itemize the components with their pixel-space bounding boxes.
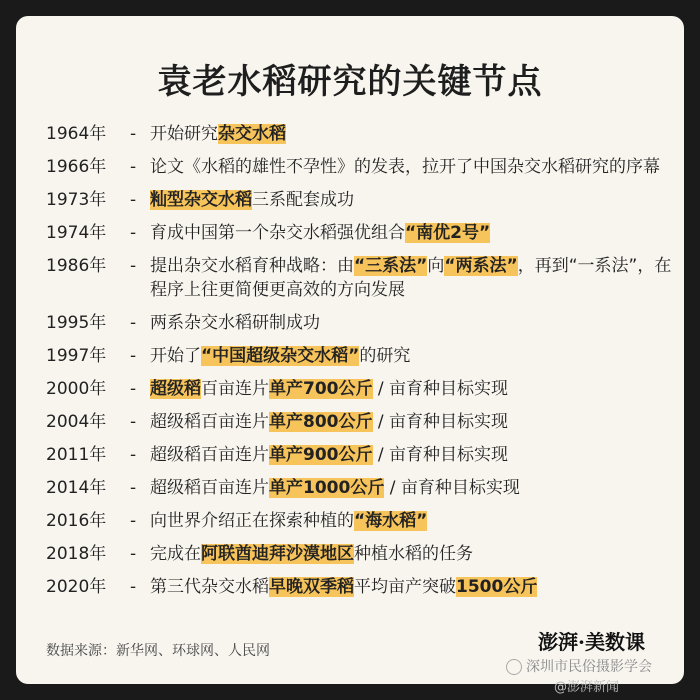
highlight-text: “两系法” — [444, 256, 518, 276]
timeline-dash: - — [130, 544, 137, 564]
highlight-text: 单产900公斤 — [269, 445, 373, 465]
watermark-text: 深圳市民俗摄影学会 — [526, 659, 652, 675]
timeline-text — [150, 188, 676, 212]
body-text: 百亩连片 — [201, 379, 269, 399]
highlight-text: 杂交水稻 — [218, 124, 286, 144]
timeline-dash: - — [130, 379, 137, 399]
highlight-text: “南优2号” — [405, 223, 491, 243]
timeline-dash: - — [130, 157, 137, 177]
highlight-text: 单产1000公斤 — [269, 478, 385, 498]
timeline-dash: - — [130, 346, 137, 366]
body-text: 论文《水稻的雄性不孕性》的发表，拉开了中国杂交水稻研究的序幕 — [150, 157, 660, 177]
body-text: 向世界介绍正在探索种植的 — [150, 511, 354, 531]
body-text: 开始研究 — [150, 124, 218, 144]
timeline-row — [46, 155, 676, 179]
timeline-year: 1995年 — [46, 313, 107, 333]
wechat-icon — [506, 659, 522, 675]
timeline-row — [46, 476, 676, 500]
timeline-year: 2020年 — [46, 577, 107, 597]
page-title — [154, 54, 547, 103]
timeline-text — [150, 443, 676, 467]
timeline-dash: - — [130, 412, 137, 432]
timeline-dash: - — [130, 256, 137, 276]
timeline-year: 2004年 — [46, 412, 107, 432]
timeline-text — [150, 410, 676, 434]
body-text: 提出杂交水稻育种战略：由 — [150, 256, 354, 276]
body-text: 两系杂交水稻研制成功 — [150, 313, 320, 333]
timeline-year: 2014年 — [46, 478, 107, 498]
timeline-year: 1973年 — [46, 190, 107, 210]
timeline-year: 1964年 — [46, 124, 107, 144]
timeline-dash: - — [130, 223, 137, 243]
highlight-text: 阿联酋迪拜沙漠地区 — [201, 544, 354, 564]
timeline-text — [150, 509, 676, 533]
highlight-text: “海水稻” — [354, 511, 428, 531]
timeline-row — [46, 509, 676, 533]
infographic-card — [16, 16, 684, 695]
highlight-text: 单产700公斤 — [269, 379, 373, 399]
body-text: 超级稻百亩连片 — [150, 478, 269, 498]
timeline-text — [150, 122, 676, 146]
timeline-text — [150, 221, 676, 245]
body-text: 种植水稻的任务 — [354, 544, 473, 564]
watermark-weibo: @澎湃新闻 — [554, 680, 620, 695]
data-source: 数据来源：新华网、环球网、人民网 — [46, 643, 270, 659]
highlight-text: 籼型杂交水稻 — [150, 190, 252, 210]
page-title-text: 袁老水稻研究的关键节点 — [157, 62, 543, 102]
timeline-text — [150, 155, 676, 179]
timeline-year: 1974年 — [46, 223, 107, 243]
highlight-text: “三系法” — [354, 256, 428, 276]
timeline-dash: - — [130, 124, 137, 144]
timeline-text — [150, 542, 676, 566]
timeline-row — [46, 221, 676, 245]
timeline-dash: - — [130, 445, 137, 465]
timeline-dash: - — [130, 313, 137, 333]
highlight-text: 早晚双季稻 — [269, 577, 354, 597]
timeline-text — [150, 311, 676, 335]
timeline — [46, 122, 676, 608]
timeline-dash: - — [130, 577, 137, 597]
timeline-text — [150, 344, 676, 368]
timeline-row — [46, 443, 676, 467]
timeline-year: 2018年 — [46, 544, 107, 564]
body-text: / 亩育种目标实现 — [372, 412, 509, 432]
highlight-text: 单产800公斤 — [269, 412, 373, 432]
body-text: 超级稻百亩连片 — [150, 445, 269, 465]
timeline-dash: - — [130, 511, 137, 531]
body-text: 育成中国第一个杂交水稻强优组合 — [150, 223, 405, 243]
body-text: 第三代杂交水稻 — [150, 577, 269, 597]
body-text: ，再到“一系法”，在程序上往更简便更高效的方向发展 — [150, 256, 672, 300]
timeline-dash: - — [130, 190, 137, 210]
timeline-row — [46, 188, 676, 212]
body-text: 向 — [427, 256, 445, 276]
timeline-row — [46, 122, 676, 146]
timeline-year: 1986年 — [46, 256, 107, 276]
highlight-text: 超级稻 — [150, 379, 201, 399]
highlight-text: “中国超级杂交水稻” — [201, 346, 360, 366]
watermark — [506, 656, 652, 676]
timeline-row — [46, 344, 676, 368]
body-text: / 亩育种目标实现 — [384, 478, 520, 498]
timeline-year: 1997年 — [46, 346, 107, 366]
body-text: 的研究 — [359, 346, 411, 366]
body-text: / 亩育种目标实现 — [372, 379, 509, 399]
timeline-text — [150, 254, 676, 302]
highlight-text: 1500公斤 — [456, 577, 538, 597]
timeline-dash: - — [130, 478, 137, 498]
timeline-year: 2000年 — [46, 379, 107, 399]
body-text: 平均亩产突破 — [354, 577, 456, 597]
body-text: / 亩育种目标实现 — [372, 445, 509, 465]
timeline-row — [46, 311, 676, 335]
body-text: 超级稻百亩连片 — [150, 412, 269, 432]
timeline-text — [150, 476, 676, 500]
body-text: 开始了 — [150, 346, 201, 366]
timeline-text — [150, 377, 676, 401]
timeline-text — [150, 575, 676, 599]
timeline-row — [46, 254, 676, 302]
timeline-row — [46, 542, 676, 566]
timeline-row — [46, 575, 676, 599]
timeline-year: 2011年 — [46, 445, 107, 465]
body-text: 完成在 — [150, 544, 201, 564]
timeline-year: 1966年 — [46, 157, 107, 177]
title-wrap — [16, 54, 684, 103]
brand-logo: 澎湃·美数课 — [538, 630, 645, 654]
timeline-row — [46, 410, 676, 434]
timeline-row — [46, 377, 676, 401]
body-text: 三系配套成功 — [252, 190, 354, 210]
timeline-year: 2016年 — [46, 511, 107, 531]
